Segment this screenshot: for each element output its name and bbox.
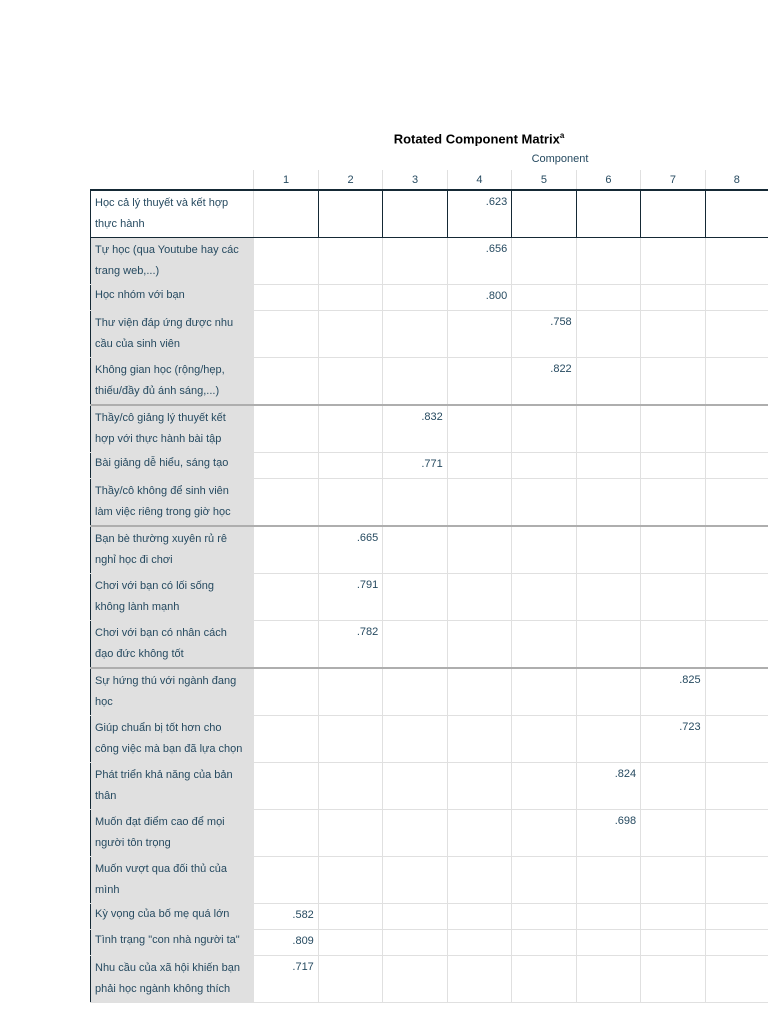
row-label — [91, 358, 254, 406]
loading-cell — [705, 479, 768, 527]
loading-cell — [447, 311, 511, 358]
table-title-footnote-marker: a — [559, 131, 565, 140]
loading-cell — [447, 857, 511, 904]
row-label — [91, 956, 254, 1003]
row-label — [91, 238, 254, 285]
loading-cell — [318, 311, 382, 358]
loading-cell — [641, 956, 705, 1003]
table-row — [91, 405, 768, 453]
row-label-line: nghỉ học đi chơi — [95, 554, 173, 566]
loading-cell — [512, 405, 576, 453]
loading-cell: .771 — [383, 453, 447, 479]
rotated-component-matrix — [90, 170, 768, 1003]
row-label-line: Tự học (qua Youtube hay các — [95, 244, 239, 256]
row-label-line: Bài giảng dễ hiểu, sáng tạo — [95, 457, 229, 469]
row-label-line: Bạn bè thường xuyên rủ rê — [95, 533, 227, 545]
loading-cell: .782 — [318, 621, 382, 669]
loading-cell — [254, 238, 318, 285]
loading-cell — [576, 190, 640, 238]
table-row — [91, 930, 768, 956]
column-header-6: 6 — [576, 170, 640, 190]
loading-cell — [383, 763, 447, 810]
loading-cell — [383, 668, 447, 716]
loading-cell — [641, 930, 705, 956]
loading-cell — [447, 668, 511, 716]
row-label — [91, 621, 254, 669]
loading-cell — [576, 857, 640, 904]
row-label — [91, 668, 254, 716]
loading-cell — [705, 621, 768, 669]
loading-cell — [447, 526, 511, 574]
loading-cell — [318, 930, 382, 956]
row-label-line: Thầy/cô không để sinh viên — [95, 485, 229, 497]
loading-cell — [576, 238, 640, 285]
row-label-line: Không gian học (rộng/hẹp, — [95, 364, 225, 376]
row-label-line: Giúp chuẩn bị tốt hơn cho — [95, 722, 222, 734]
loading-cell — [512, 930, 576, 956]
table-row — [91, 716, 768, 763]
row-label-line: Học nhóm với bạn — [95, 289, 185, 301]
row-label-line: Thư viện đáp ứng được nhu — [95, 317, 234, 329]
loading-cell — [254, 857, 318, 904]
row-label — [91, 716, 254, 763]
loading-cell — [705, 526, 768, 574]
loading-cell — [512, 285, 576, 311]
loading-cell: .723 — [641, 716, 705, 763]
loading-cell — [641, 763, 705, 810]
table-row — [91, 190, 768, 238]
loading-cell — [641, 405, 705, 453]
loading-cell — [254, 668, 318, 716]
loading-cell — [641, 574, 705, 621]
loading-cell: .623 — [447, 190, 511, 238]
loading-cell — [705, 405, 768, 453]
loading-cell — [447, 904, 511, 930]
loading-cell — [576, 358, 640, 406]
loading-cell — [512, 574, 576, 621]
row-label-line: công việc mà bạn đã lựa chọn — [95, 743, 243, 755]
row-label-line: học — [95, 696, 113, 708]
row-label-line: hợp với thực hành bài tập — [95, 433, 222, 445]
loading-cell — [576, 668, 640, 716]
loading-cell — [705, 930, 768, 956]
column-header-3: 3 — [383, 170, 447, 190]
loading-cell — [447, 763, 511, 810]
loading-cell — [705, 857, 768, 904]
column-header-4: 4 — [447, 170, 511, 190]
loading-cell — [447, 358, 511, 406]
loading-cell — [705, 956, 768, 1003]
loading-cell — [254, 526, 318, 574]
loading-cell — [318, 904, 382, 930]
loading-cell — [641, 285, 705, 311]
loading-cell — [512, 904, 576, 930]
row-label-line: trang web,...) — [95, 265, 160, 277]
row-label-line: cầu của sinh viên — [95, 338, 180, 350]
row-label-line: thực hành — [95, 218, 145, 230]
loading-cell — [254, 574, 318, 621]
loading-cell — [383, 358, 447, 406]
loading-cell — [576, 716, 640, 763]
loading-cell — [705, 285, 768, 311]
loading-cell — [383, 311, 447, 358]
row-label — [91, 311, 254, 358]
loading-cell: .698 — [576, 810, 640, 857]
loading-cell: .800 — [447, 285, 511, 311]
loading-cell: .665 — [318, 526, 382, 574]
row-label — [91, 763, 254, 810]
loading-cell — [512, 621, 576, 669]
column-header-5: 5 — [512, 170, 576, 190]
loading-cell — [254, 190, 318, 238]
loading-cell — [705, 716, 768, 763]
loading-cell — [512, 479, 576, 527]
loading-cell — [383, 285, 447, 311]
loading-cell — [641, 358, 705, 406]
loading-cell — [254, 479, 318, 527]
row-label — [91, 857, 254, 904]
loading-cell — [705, 668, 768, 716]
loading-cell — [641, 453, 705, 479]
row-label — [91, 904, 254, 930]
row-label — [91, 285, 254, 311]
loading-cell — [512, 238, 576, 285]
loading-cell — [576, 621, 640, 669]
loading-cell — [254, 716, 318, 763]
loading-cell — [576, 405, 640, 453]
loading-cell — [447, 453, 511, 479]
row-label — [91, 574, 254, 621]
loading-cell — [447, 930, 511, 956]
loading-cell: .791 — [318, 574, 382, 621]
loading-cell — [512, 857, 576, 904]
loading-cell — [254, 358, 318, 406]
loading-cell — [254, 763, 318, 810]
table-row — [91, 956, 768, 1003]
row-label-line: làm việc riêng trong giờ học — [95, 506, 231, 518]
loading-cell — [383, 716, 447, 763]
loading-cell — [318, 238, 382, 285]
loading-cell — [705, 904, 768, 930]
loading-cell — [447, 574, 511, 621]
loading-cell — [318, 716, 382, 763]
loading-cell — [576, 930, 640, 956]
loading-cell — [318, 857, 382, 904]
loading-cell — [447, 479, 511, 527]
loading-cell — [576, 904, 640, 930]
loading-cell — [512, 453, 576, 479]
row-label-line: Chơi với bạn có lối sống — [95, 580, 214, 592]
row-label-line: thân — [95, 790, 117, 802]
row-label — [91, 453, 254, 479]
loading-cell — [576, 526, 640, 574]
loading-cell — [576, 479, 640, 527]
row-label-line: Học cả lý thuyết và kết hợp — [95, 197, 229, 209]
loading-cell — [641, 857, 705, 904]
loading-cell — [254, 810, 318, 857]
loading-cell — [383, 930, 447, 956]
row-label-line: không lành mạnh — [95, 601, 180, 613]
loading-cell — [383, 904, 447, 930]
row-label-line: Phát triển khả năng của bản — [95, 769, 233, 781]
loading-cell — [447, 716, 511, 763]
loading-cell — [383, 621, 447, 669]
row-label — [91, 190, 254, 238]
table-row — [91, 904, 768, 930]
row-label-line: Thầy/cô giảng lý thuyết kết — [95, 412, 226, 424]
table-row — [91, 358, 768, 406]
row-label-line: đạo đức không tốt — [95, 648, 184, 660]
table-row — [91, 574, 768, 621]
row-label — [91, 526, 254, 574]
row-label-line: Muốn đạt điểm cao để mọi — [95, 816, 225, 828]
loading-cell — [318, 190, 382, 238]
loading-cell — [641, 190, 705, 238]
loading-cell: .822 — [512, 358, 576, 406]
table-title — [0, 131, 768, 146]
loading-cell — [641, 238, 705, 285]
loading-cell — [447, 405, 511, 453]
loading-cell — [254, 405, 318, 453]
loading-cell — [641, 526, 705, 574]
column-header-2: 2 — [318, 170, 382, 190]
table-row — [91, 668, 768, 716]
loading-cell — [447, 621, 511, 669]
loading-cell — [383, 238, 447, 285]
column-header-row — [91, 170, 768, 190]
loading-cell — [318, 285, 382, 311]
loading-cell — [705, 763, 768, 810]
table-row — [91, 763, 768, 810]
loading-cell — [576, 574, 640, 621]
loading-cell — [447, 810, 511, 857]
table-row — [91, 285, 768, 311]
row-label — [91, 479, 254, 527]
loading-cell: .656 — [447, 238, 511, 285]
row-label-line: phải học ngành không thích — [95, 983, 231, 995]
loading-cell: .582 — [254, 904, 318, 930]
loading-cell — [576, 285, 640, 311]
loading-cell — [383, 526, 447, 574]
component-header: Component — [531, 153, 589, 165]
loading-cell — [254, 311, 318, 358]
table-row — [91, 857, 768, 904]
loading-cell — [641, 904, 705, 930]
loading-cell — [383, 857, 447, 904]
corner-cell — [91, 170, 254, 190]
loading-cell: .824 — [576, 763, 640, 810]
loading-cell — [383, 956, 447, 1003]
table-row — [91, 526, 768, 574]
row-label-line: Nhu cầu của xã hội khiến bạn — [95, 962, 240, 974]
loading-cell — [383, 574, 447, 621]
table-row — [91, 453, 768, 479]
row-label-line: Kỳ vọng của bố mẹ quá lớn — [95, 908, 230, 920]
loading-cell: .809 — [254, 930, 318, 956]
loading-cell — [318, 479, 382, 527]
loading-cell: .832 — [383, 405, 447, 453]
loading-cell — [254, 621, 318, 669]
row-label-line: người tôn trọng — [95, 837, 171, 849]
loading-cell — [254, 453, 318, 479]
row-label — [91, 405, 254, 453]
table-row — [91, 621, 768, 669]
table-row — [91, 311, 768, 358]
loading-cell — [705, 238, 768, 285]
loading-cell — [318, 453, 382, 479]
loading-cell — [641, 479, 705, 527]
loading-cell — [576, 453, 640, 479]
column-header-7: 7 — [641, 170, 705, 190]
loading-cell — [705, 358, 768, 406]
loading-cell: .717 — [254, 956, 318, 1003]
loading-cell — [318, 956, 382, 1003]
row-label — [91, 810, 254, 857]
row-label-line: mình — [95, 884, 120, 896]
loading-cell — [705, 311, 768, 358]
row-label-line: thiếu/đầy đủ ánh sáng,...) — [95, 385, 220, 397]
loading-cell — [512, 526, 576, 574]
row-label-line: Muốn vượt qua đối thủ của — [95, 863, 227, 875]
row-label — [91, 930, 254, 956]
loading-cell — [318, 358, 382, 406]
loading-cell — [705, 190, 768, 238]
loading-cell — [576, 311, 640, 358]
loading-cell — [318, 810, 382, 857]
loading-cell: .825 — [641, 668, 705, 716]
row-label-line: Tình trạng "con nhà người ta" — [95, 934, 240, 946]
table-row — [91, 479, 768, 527]
loading-cell — [512, 716, 576, 763]
loading-cell — [383, 810, 447, 857]
loading-cell — [576, 956, 640, 1003]
column-header-8: 8 — [705, 170, 768, 190]
loading-cell — [447, 956, 511, 1003]
loading-cell — [383, 479, 447, 527]
matrix-body — [91, 190, 768, 1003]
loading-cell — [641, 311, 705, 358]
table-title-text: Rotated Component Matrix — [393, 131, 560, 147]
loading-cell — [318, 668, 382, 716]
table-row — [91, 810, 768, 857]
loading-cell — [705, 574, 768, 621]
row-label-line: Chơi với bạn có nhân cách — [95, 627, 227, 639]
loading-cell: .758 — [512, 311, 576, 358]
loading-cell — [512, 956, 576, 1003]
loading-cell — [318, 763, 382, 810]
loading-cell — [254, 285, 318, 311]
loading-cell — [641, 810, 705, 857]
loading-cell — [705, 810, 768, 857]
column-header-1: 1 — [254, 170, 318, 190]
loading-cell — [512, 190, 576, 238]
table-row — [91, 238, 768, 285]
loading-cell — [512, 668, 576, 716]
loading-cell — [512, 763, 576, 810]
loading-cell — [512, 810, 576, 857]
loading-cell — [318, 405, 382, 453]
loading-cell — [705, 453, 768, 479]
loading-cell — [641, 621, 705, 669]
row-label-line: Sự hứng thú với ngành đang — [95, 675, 237, 687]
loading-cell — [383, 190, 447, 238]
